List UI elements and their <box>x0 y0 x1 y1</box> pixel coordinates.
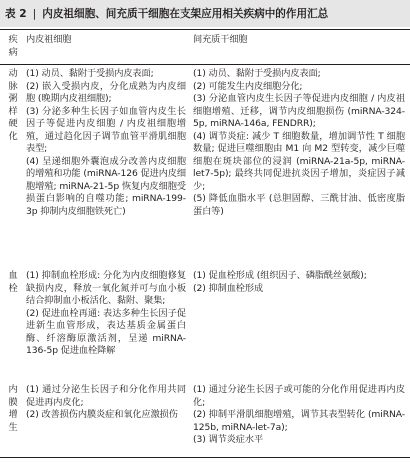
list-item: (1) 抑制血栓形成: 分化为内皮细胞修复缺损内皮，释放一氧化氮并可与血小板结合抑制血小板活化、黏附、聚集; <box>26 270 186 307</box>
disease-atherosclerosis: 动脉粥样硬化 <box>8 68 18 142</box>
msc-thrombosis-cell <box>193 270 405 295</box>
header-mesenchymal-stem-cells: 间充质干细胞 <box>193 34 248 45</box>
table-title: 内皮祖细胞、间充质干细胞在支架应用相关疾病中的作用汇总 <box>42 8 329 20</box>
disease-intimal-hyperplasia: 内膜增生 <box>8 384 18 433</box>
epc-intimal-hyperplasia-cell <box>26 384 186 422</box>
list-item: (4) 调节炎症: 减少 T 细胞数量，增加调节性 T 细胞数量; 促进巨噬细胞由 M1 向 M2 型转变，减少巨噬细胞在斑块部位的浸润 (miRNA-21a-5p, miRNA-let7-5p); 最终共同促进抗炎因子增加，炎症因子减少; <box>193 130 405 192</box>
disease-thrombosis: 血栓 <box>8 270 18 294</box>
list-item: (1) 动员、黏附于受损内皮表面; <box>193 68 321 79</box>
list-item: (1) 促血栓形成 (组织因子、磷脂酰丝氨酸); <box>193 270 367 281</box>
list-item: (2) 抑制平滑肌细胞增殖，调节其表型转化 (miRNA-125b, miRNA-let-7a); <box>193 409 405 433</box>
list-item: (1) 动员、黏附于受损内皮表面; <box>26 68 154 79</box>
bottom-rule <box>0 457 410 458</box>
list-item: (2) 改善损伤内膜炎症和氧化应激损伤 <box>26 409 178 421</box>
caption-separator: | <box>32 7 37 20</box>
list-item: (3) 调节炎症水平 <box>193 434 264 446</box>
header-disease: 疾病 <box>8 34 18 58</box>
list-item: (3) 分泌血管内皮生长因子等促进内皮细胞 / 内皮祖细胞增殖、迁移，调节内皮细胞损伤 (miRNA-324-5p, miRNA-146a, FENDRR); <box>193 93 405 130</box>
msc-atherosclerosis-cell <box>193 68 405 219</box>
msc-intimal-hyperplasia-cell <box>193 384 405 447</box>
list-item: (2) 抑制血栓形成 <box>193 282 264 294</box>
list-item: (2) 促进血栓再通: 表达多种生长因子促进新生血管形成，表达基质金属蛋白酶、纤溶酶原激活剂，呈递 miRNA-136-5p 促进血栓降解 <box>26 307 186 357</box>
list-item: (5) 降低血脂水平 (总胆固醇、三酰甘油、低密度脂蛋白等) <box>193 193 405 218</box>
list-item: (1) 通过分泌生长因子和分化作用共同促进再内皮化; <box>26 384 186 408</box>
list-item: (3) 分泌多种生长因子如血管内皮生长因子等促进内皮细胞 / 内皮祖细胞增殖，通过趋化因子调节血管平滑肌细胞表型; <box>26 105 186 155</box>
header-endothelial-progenitor-cells: 内皮祖细胞 <box>26 34 72 45</box>
table-caption <box>0 0 410 27</box>
epc-atherosclerosis-cell <box>26 68 186 219</box>
table-label: 表 2 <box>5 8 27 20</box>
top-rule <box>0 29 410 30</box>
list-item: (4) 呈递细胞外囊泡成分改善内皮细胞的增殖和功能 (miRNA-126 促进内皮细胞增殖; miRNA-21-5p 恢复内皮细胞受损蛋白影响的自噬功能; miRNA-199-3p 抑制内皮细胞铁死亡) <box>26 155 186 218</box>
list-item: (2) 可能发生内皮细胞分化; <box>193 80 303 92</box>
list-item: (1) 通过分泌生长因子或可能的分化作用促进再内皮化; <box>193 384 405 408</box>
header-rule <box>0 64 410 65</box>
list-item: (2) 嵌入受损内皮，分化成熟为内皮细胞 (晚期内皮祖细胞); <box>26 80 186 105</box>
epc-thrombosis-cell <box>26 270 186 358</box>
